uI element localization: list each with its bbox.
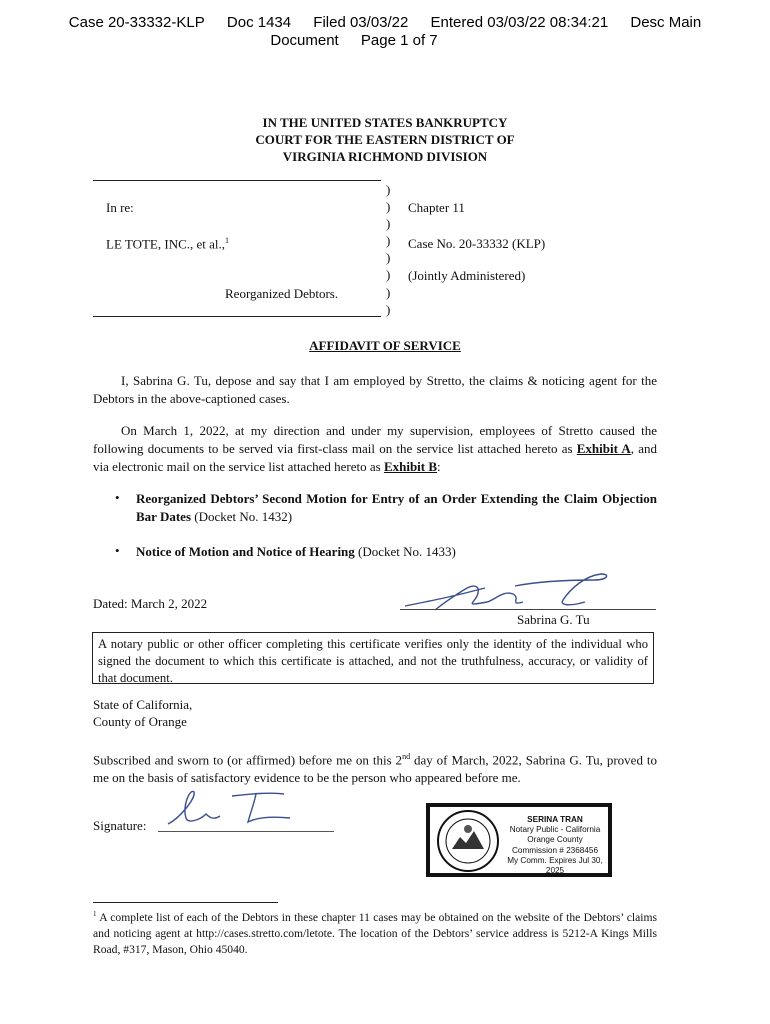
stamp-text (500, 815, 610, 876)
footnote-separator (93, 902, 278, 903)
service-text-1: On March 1, 2022, at my direction and under my supervision, employees of Stretto caused the following documents to be served via first-class mail on the service list attached hereto as (93, 423, 657, 456)
debtor-name-text: LE TOTE, INC., et al., (106, 236, 226, 252)
court-line-2: COURT FOR THE EASTERN DISTRICT OF (255, 132, 515, 147)
filed-date: Filed 03/03/22 (313, 14, 409, 31)
dated-line: Dated: March 2, 2022 (93, 596, 208, 611)
exhibit-a-ref: Exhibit A (576, 441, 631, 456)
service-text-2: , and via electronic mail on the service list attached hereto as (93, 441, 657, 474)
bullet-marker-1: • (115, 490, 120, 505)
footnote-mark: 1 (93, 910, 97, 918)
stamp-commission: Commission # 2368456 (511, 845, 599, 855)
exhibit-b-ref: Exhibit B (383, 459, 438, 474)
served-document-2 (136, 543, 657, 561)
notary-signature (160, 788, 310, 832)
affiant-signature (395, 566, 635, 618)
jurat-paragraph (93, 748, 657, 787)
page-indicator: Page 1 of 7 (360, 32, 438, 49)
served-document-2-title: Notice of Motion and Notice of Hearing (136, 544, 355, 559)
bullet-marker-2: • (115, 543, 120, 558)
debtor-footnote-mark: 1 (225, 236, 230, 245)
jurat-ordinal: nd (402, 752, 411, 761)
in-re-label: In re: (106, 200, 134, 215)
court-line-3: VIRGINIA RICHMOND DIVISION (282, 149, 488, 164)
entered-date: Entered 03/03/22 08:34:21 (430, 14, 609, 31)
caption-bottom-rule (93, 316, 381, 317)
stamp-title: Notary Public - California (509, 825, 601, 835)
stamp-expires: My Comm. Expires Jul 30, 2025 (507, 855, 603, 876)
desc-main: Desc Main (630, 14, 702, 31)
stamp-county: Orange County (527, 835, 583, 845)
served-document-1-docket: (Docket No. 1432) (191, 509, 293, 524)
notary-seal-icon (436, 809, 500, 873)
signer-name: Sabrina G. Tu (517, 612, 590, 627)
doc-number: Doc 1434 (226, 14, 292, 31)
signature-line (400, 609, 656, 610)
served-document-2-docket: (Docket No. 1433) (354, 544, 456, 559)
document-title: AFFIDAVIT OF SERVICE (309, 338, 461, 353)
caption-top-rule (93, 180, 381, 181)
paragraph-service (93, 422, 657, 476)
case-number: Case 20-33332-KLP (68, 14, 205, 31)
reorganized-debtors: Reorganized Debtors. (225, 286, 339, 301)
notary-stamp (426, 803, 612, 877)
jurat-text-1: Subscribed and sworn to (or affirmed) before me on this 2 (93, 752, 403, 768)
state-line: State of California, (93, 697, 193, 712)
jurat-text-2: day of March, 2022, Sabrina G. Tu, proved to me on the basis of satisfactory evidence to be the person who appeared before me. (93, 752, 657, 786)
served-document-1 (136, 490, 657, 526)
signature-label: Signature: (93, 818, 147, 833)
document-label: Document (270, 32, 339, 49)
jointly-administered: (Jointly Administered) (408, 268, 526, 283)
court-name (0, 114, 770, 165)
debtor-name (106, 236, 229, 252)
notary-notice-box: A notary public or other officer completing this certificate verifies only the identity of the individual who signed the document to which this certificate is attached, and not the truthfulness, accuracy, or validity of that document. (92, 632, 654, 684)
paragraph-employment: I, Sabrina G. Tu, depose and say that I am employed by Stretto, the claims & noticing agent for the Debtors in the above-captioned cases. (93, 373, 657, 406)
court-line-1: IN THE UNITED STATES BANKRUPTCY (262, 115, 508, 130)
filing-header (0, 14, 770, 50)
case-no-label: Case No. 20-33332 (KLP) (408, 236, 546, 251)
notary-signature-line (158, 831, 334, 832)
chapter-label: Chapter 11 (408, 200, 465, 215)
stamp-notary-name: SERINA TRAN (527, 815, 583, 824)
service-text-3: : (437, 459, 441, 474)
county-line: County of Orange (93, 714, 187, 729)
footnote (93, 906, 657, 958)
served-document-1-title: Reorganized Debtors’ Second Motion for Entry of an Order Extending the Claim Objection Bar Dates (136, 491, 657, 524)
footnote-text: A complete list of each of the Debtors in these chapter 11 cases may be obtained on the website of the Debtors’ claims and noticing agent at http://cases.stretto.com/letote. The location of the Debtors’ service address is 5212-A Kings Mills Road, #317, Mason, Ohio 45040. (93, 910, 657, 956)
caption-parens: ) ) ) ) ) ) ) ) (386, 182, 391, 317)
